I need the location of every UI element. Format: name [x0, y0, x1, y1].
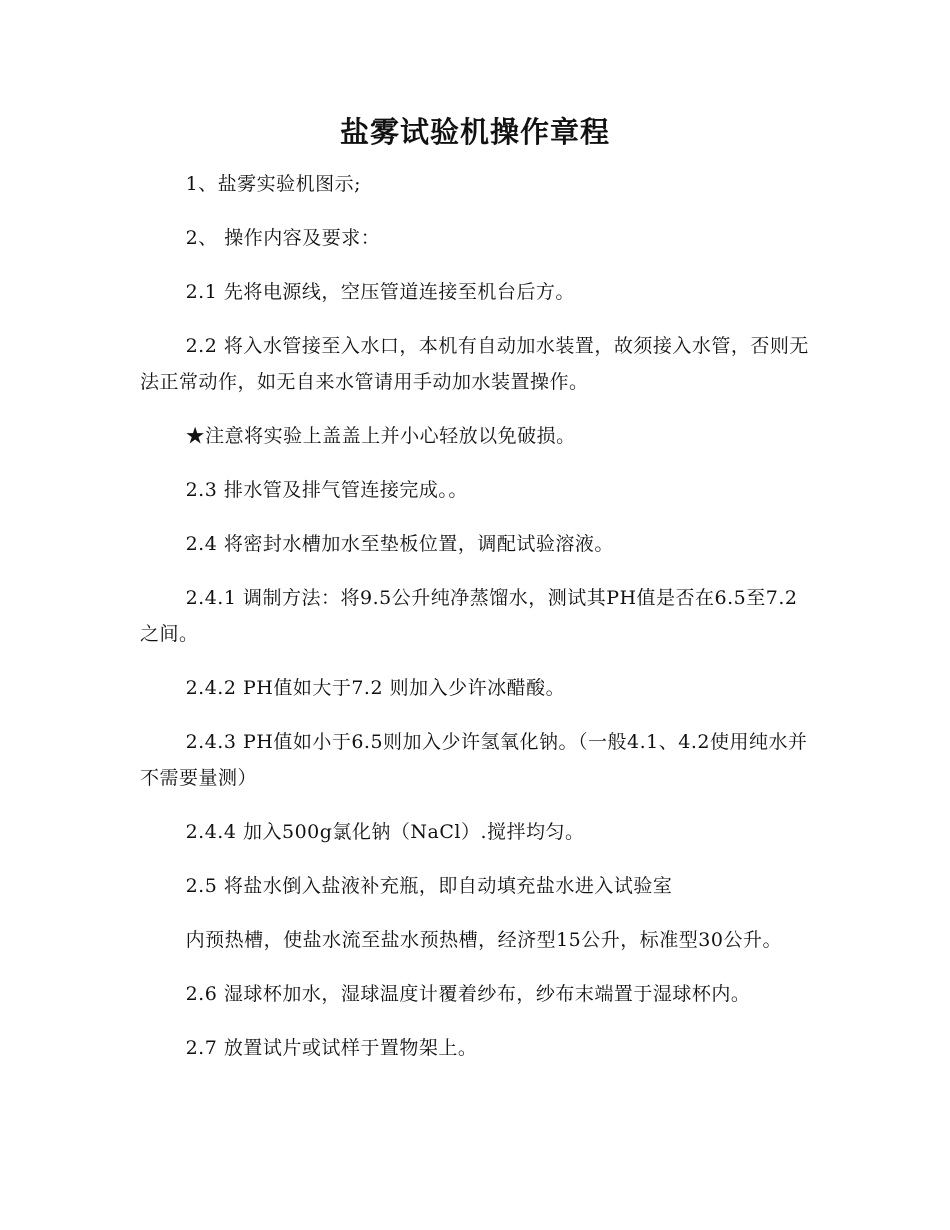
page-title: 盐雾试验机操作章程 [339, 115, 610, 149]
paragraph-2-7: 2.7 放置试片或试样于置物架上。 [185, 1037, 478, 1059]
paragraph-2-5: 2.5 将盐水倒入盐液补充瓶，即自动填充盐水进入试验室 [185, 875, 673, 897]
paragraph-2-4-4: 2.4.4 加入500g氯化钠（NaCl）.搅拌均匀。 [185, 821, 585, 843]
paragraph-2-4: 2.4 将密封水槽加水至垫板位置，调配试验溶液。 [185, 533, 614, 555]
paragraph-1: 1、盐雾实验机图示; [185, 173, 362, 195]
paragraph-2-5-continued: 内预热槽，使盐水流至盐水预热槽，经济型15公升，标准型30公升。 [185, 929, 782, 951]
paragraph-2-4-3: 2.4.3 PH值如小于6.5则加入少许氢氧化钠。（一般4.1、4.2使用纯水并不需要量测） [140, 731, 808, 789]
paragraph-note: ★注意将实验上盖盖上并小心轻放以免破损。 [185, 425, 576, 447]
paragraph-2-4-1: 2.4.1 调制方法：将9.5公升纯净蒸馏水，测试其PH值是否在6.5至7.2之间。 [140, 587, 798, 645]
paragraph-2-3: 2.3 排水管及排气管连接完成。。 [185, 479, 468, 501]
paragraph-2-1: 2.1 先将电源线，空压管道连接至机台后方。 [185, 281, 575, 303]
paragraph-2-4-2: 2.4.2 PH值如大于7.2 则加入少许冰醋酸。 [185, 677, 566, 699]
paragraph-2: 2、 操作内容及要求： [185, 227, 381, 249]
paragraph-2-2: 2.2 将入水管接至入水口，本机有自动加水装置，故须接入水管，否则无法正常动作，如无自来水管请用手动加水装置操作。 [140, 335, 809, 393]
paragraph-2-6: 2.6 湿球杯加水，湿球温度计覆着纱布，纱布末端置于湿球杯内。 [185, 983, 751, 1005]
document-body [140, 166, 812, 1084]
